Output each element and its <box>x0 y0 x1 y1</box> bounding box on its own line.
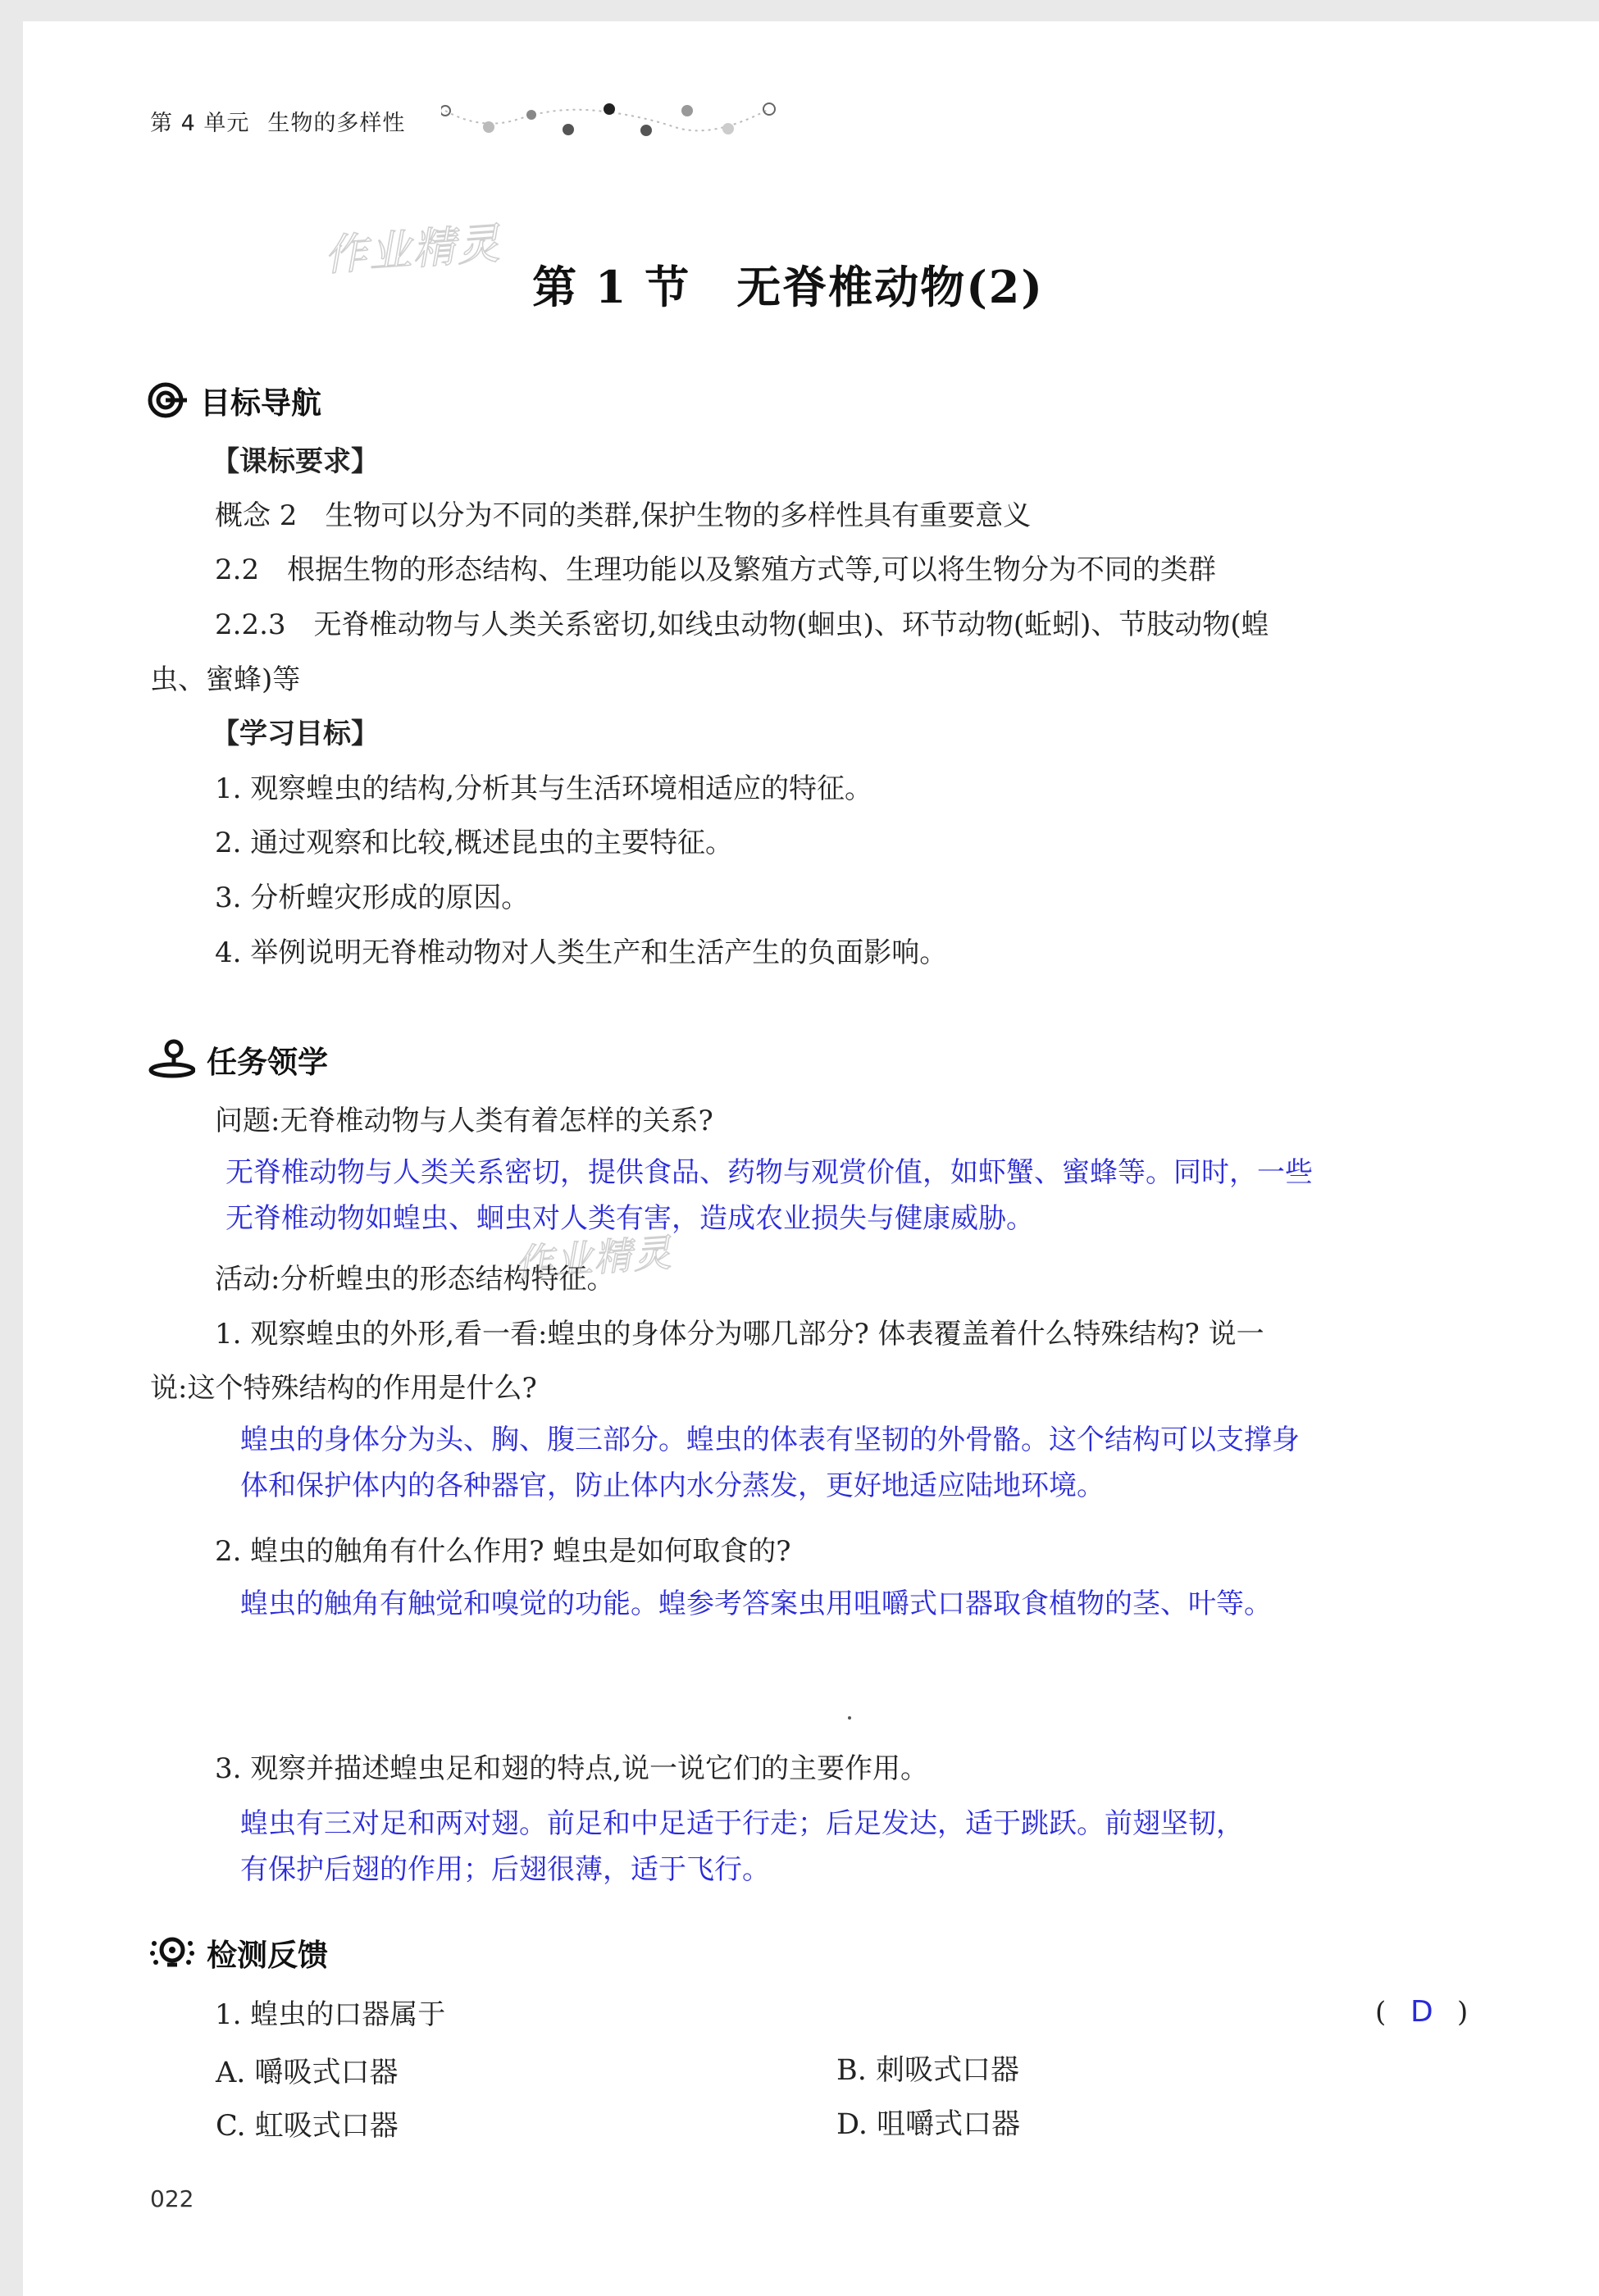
question-item: 2. 蝗虫的触角有什么作用? 蝗虫是如何取食的? <box>215 1535 791 1568</box>
curriculum-line: 概念 2 生物可以分为不同的类群,保护生物的多样性具有重要意义 <box>215 499 1032 532</box>
answer-bracket-close: ) <box>1457 1996 1469 2029</box>
answer-text: 无脊椎动物与人类关系密切，提供食品、药物与观赏价值，如虾蟹、蜜蜂等。同时，一些 <box>226 1156 1313 1189</box>
answer-text: 体和保护体内的各种器官，防止体内水分蒸发，更好地适应陆地环境。 <box>240 1469 1105 1502</box>
section-heading-goals <box>148 376 321 425</box>
answer-text: 蝗虫有三对足和两对翅。前足和中足适于行走；后足发达，适于跳跃。前翅坚韧， <box>240 1807 1244 1840</box>
watermark: 作业精灵 <box>322 219 503 281</box>
answer-text: 蝗虫的触角有触觉和嗅觉的功能。蝗参考答案虫用咀嚼式口器取食植物的茎、叶等。 <box>240 1588 1272 1620</box>
question-item: 说:这个特殊结构的作用是什么? <box>150 1372 537 1405</box>
section-heading-tasks <box>148 1035 328 1084</box>
running-header <box>150 105 405 137</box>
target-icon <box>148 380 189 421</box>
option-a: A. 嚼吸式口器 <box>216 2057 399 2089</box>
question-item: 1. 观察蝗虫的外形,看一看:蝗虫的身体分为哪几部分? 体表覆盖着什么特殊结构? 说一 <box>215 1318 1264 1351</box>
section-title: 任务领学 <box>207 1045 328 1080</box>
objective-item: 4. 举例说明无脊椎动物对人类生产和生活产生的负面影响。 <box>215 936 948 969</box>
unit-title: 生物的多样性 <box>267 111 406 136</box>
curriculum-line: 虫、蜜蜂)等 <box>150 663 301 696</box>
activity-text: 活动:分析蝗虫的形态结构特征。 <box>215 1263 615 1296</box>
option-b: B. 刺吸式口器 <box>836 2054 1019 2087</box>
page-title: 第 1 节 无脊椎动物(2) <box>532 261 1044 313</box>
curriculum-label: 【课标要求】 <box>212 445 379 478</box>
page-number: 022 <box>150 2185 194 2212</box>
curriculum-line: 2.2.3 无脊椎动物与人类关系密切,如线虫动物(蛔虫)、环节动物(蚯蚓)、节肢动物(蝗 <box>215 608 1269 641</box>
learner-icon <box>148 1039 195 1080</box>
stray-dot <box>848 1716 851 1720</box>
watermark: 作业精灵 <box>513 1230 674 1286</box>
unit-label: 第 4 单元 <box>150 111 250 136</box>
question-item: 3. 观察并描述蝗虫足和翅的特点,说一说它们的主要作用。 <box>215 1752 929 1785</box>
question-text: 问题:无脊椎动物与人类有着怎样的关系? <box>215 1105 713 1137</box>
option-d: D. 咀嚼式口器 <box>836 2108 1021 2141</box>
question-item: 1. 蝗虫的口器属于 <box>215 1998 446 2031</box>
objective-item: 3. 分析蝗灾形成的原因。 <box>215 882 530 914</box>
section-heading-feedback <box>148 1928 328 1977</box>
answer-text: 蝗虫的身体分为头、胸、腹三部分。蝗虫的体表有坚韧的外骨骼。这个结构可以支撑身 <box>240 1424 1300 1456</box>
answer-text: 无脊椎动物如蝗虫、蛔虫对人类有害，造成农业损失与健康威胁。 <box>226 1202 1034 1235</box>
answer-bracket-open: ( <box>1375 1996 1387 2029</box>
curriculum-line: 2.2 根据生物的形态结构、生理功能以及繁殖方式等,可以将生物分为不同的类群 <box>215 554 1216 586</box>
check-bulb-icon <box>148 1932 195 1973</box>
objective-item: 1. 观察蝗虫的结构,分析其与生活环境相适应的特征。 <box>215 772 873 805</box>
objectives-label: 【学习目标】 <box>212 718 379 750</box>
answer-text: 有保护后翅的作用；后翅很薄，适于飞行。 <box>240 1853 770 1886</box>
section-title: 检测反馈 <box>207 1938 328 1973</box>
decorative-dots <box>441 94 777 144</box>
section-title: 目标导航 <box>200 385 321 421</box>
option-c: C. 虹吸式口器 <box>216 2110 399 2143</box>
objective-item: 2. 通过观察和比较,概述昆虫的主要特征。 <box>215 827 734 859</box>
answer-choice: D <box>1410 1995 1433 2029</box>
